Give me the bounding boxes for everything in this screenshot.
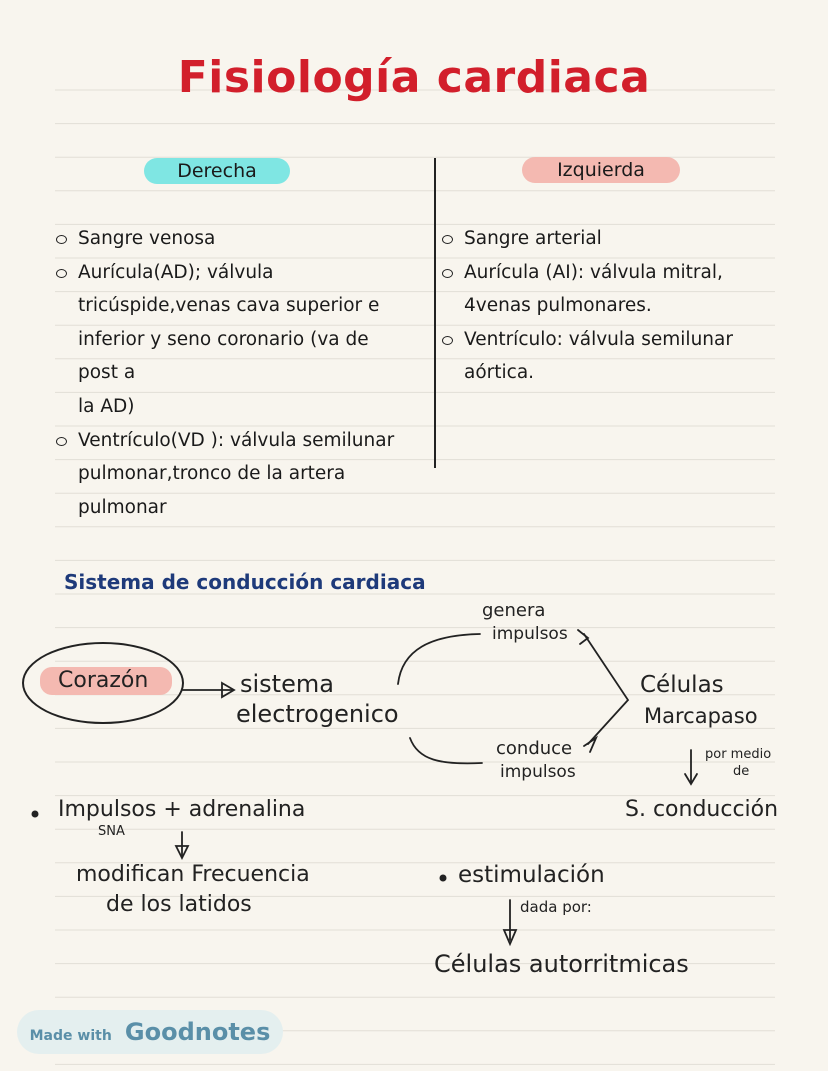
header-derecha: Derecha — [144, 158, 290, 184]
list-line: pulmonar,tronco de la artera — [78, 463, 346, 485]
list-item: Sangre arterial — [442, 222, 762, 256]
list-line: pulmonar — [78, 496, 167, 518]
arrow-head-icon — [584, 738, 596, 752]
por-medio-label: por medio — [705, 747, 772, 762]
goodnotes-badge[interactable] — [17, 1010, 283, 1054]
bullet-icon — [32, 811, 39, 818]
list-item: Sangre venosa — [56, 222, 406, 256]
genera-label: genera — [482, 600, 546, 621]
section-title: Sistema de conducción cardiaca — [64, 570, 426, 594]
sistema-label: sistema — [240, 670, 334, 698]
header-izquierda: Izquierda — [522, 157, 680, 183]
impulsos-bottom-label: impulsos — [500, 762, 576, 782]
estimulacion-note: estimulación — [458, 862, 605, 888]
list-line: inferior y seno coronario (va de post a — [78, 328, 369, 384]
made-with-label: Made with — [29, 1028, 112, 1044]
celulas-label: Células — [640, 672, 724, 698]
arrow-head-icon — [578, 630, 588, 644]
dada-por-label: dada por: — [520, 898, 592, 916]
de-label: de — [733, 764, 750, 779]
latidos-note: de los latidos — [106, 892, 252, 917]
chevron-right — [584, 634, 628, 744]
bracket-bottom — [410, 738, 482, 763]
impulsos-adrenalina-note: Impulsos + adrenalina — [58, 797, 306, 822]
corazon-label: Corazón — [58, 668, 149, 693]
list-item: Aurícula(AD); válvula — [56, 256, 406, 290]
marcapaso-label: Marcapaso — [644, 704, 758, 728]
s-conduccion-label: S. conducción — [625, 797, 779, 822]
modifican-note: modifican Frecuencia — [76, 862, 310, 887]
page-title: Fisiología cardiaca — [177, 52, 651, 103]
list-line: tricúspide,venas cava superior e — [78, 295, 380, 317]
conduce-label: conduce — [496, 738, 573, 759]
list-item: Ventrículo: válvula semilunar — [442, 323, 762, 357]
bullet-icon — [440, 875, 447, 882]
autorritmicas-note: Células autorritmicas — [434, 950, 689, 978]
list-item: Aurícula (AI): válvula mitral, — [442, 256, 762, 290]
list-item: Ventrículo(VD ): válvula semilunar — [56, 424, 406, 458]
list-line: la AD) — [78, 395, 135, 417]
goodnotes-logo: Goodnotes — [124, 1018, 271, 1046]
list-line: aórtica. — [464, 362, 535, 384]
impulsos-top-label: impulsos — [492, 624, 568, 644]
sna-label: SNA — [98, 824, 125, 839]
list-line: 4venas pulmonares. — [464, 295, 652, 317]
electrogenico-label: electrogenico — [236, 700, 399, 728]
bracket-top — [398, 634, 480, 684]
